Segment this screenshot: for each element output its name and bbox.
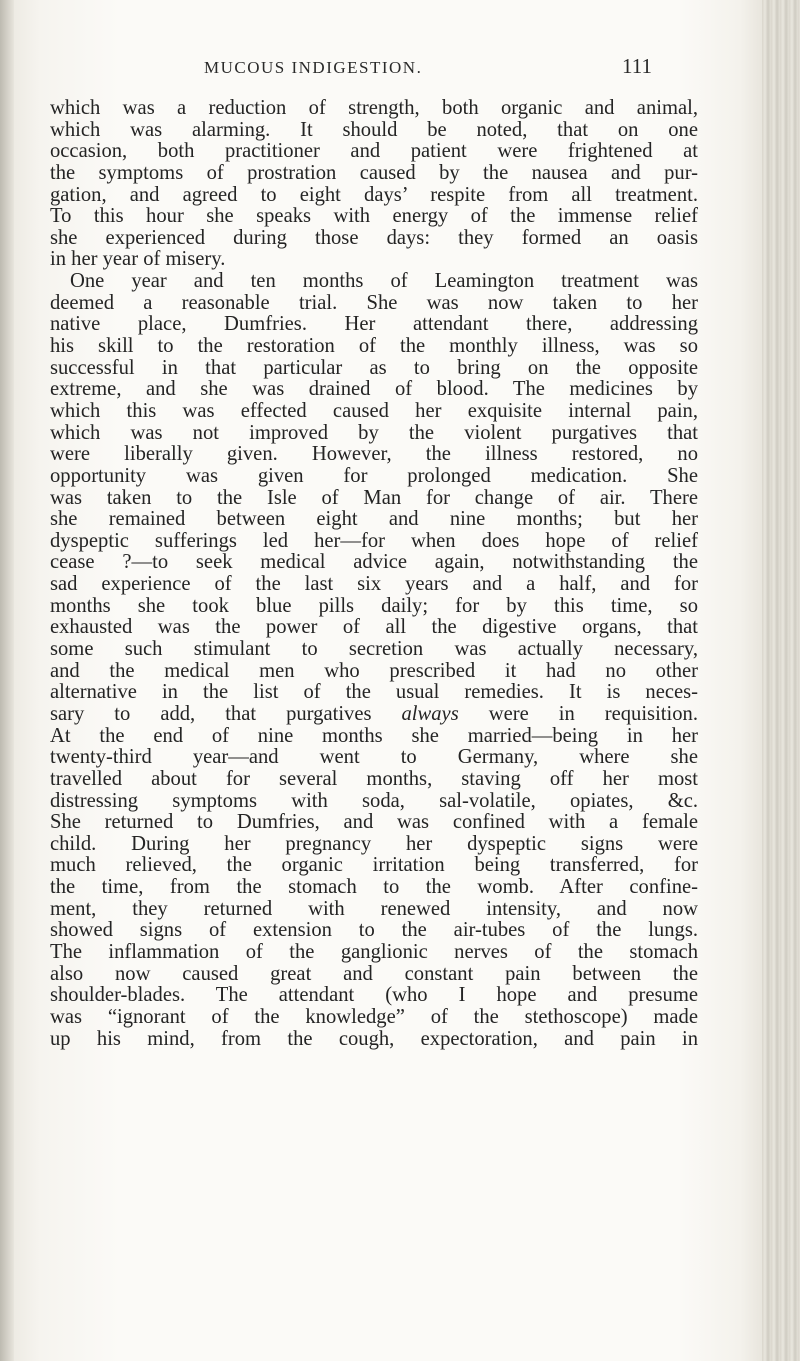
text-line: successful in that particular as to bring on the opposite [50, 356, 698, 379]
text-line [50, 704, 698, 726]
text-line: the symptoms of prostration caused by the nausea and pur- [50, 161, 698, 184]
text-line: and the medical men who prescribed it had no other [50, 659, 698, 682]
text-line: extreme, and she was drained of blood. The medicines by [50, 378, 698, 401]
page-edge-right [762, 0, 800, 1361]
text-line: much relieved, the organic irritation being transferred, for [50, 854, 698, 877]
text-line: The inflammation of the ganglionic nerves of the stomach [50, 940, 698, 963]
text-line: ment, they returned with renewed intensity, and now [50, 897, 698, 920]
text-line: child. During her pregnancy her dyspeptic signs were [50, 832, 698, 855]
text-line: alternative in the list of the usual remedies. It is neces- [50, 681, 698, 704]
text-line: showed signs of extension to the air-tubes of the lungs. [50, 919, 698, 942]
running-head [40, 54, 680, 88]
body-text [50, 98, 698, 1050]
text-line: which was a reduction of strength, both organic and animal, [50, 97, 698, 119]
text-line: occasion, both practitioner and patient were frightened at [50, 140, 698, 163]
text-line: which was not improved by the violent purgatives that [50, 421, 698, 444]
text-line: opportunity was given for prolonged medication. She [50, 464, 698, 487]
text-line: months she took blue pills daily; for by this time, so [50, 594, 698, 617]
text-line: which was alarming. It should be noted, that on one [50, 118, 698, 141]
text-line: some such stimulant to secretion was actually necessary, [50, 638, 698, 661]
text-line: was taken to the Isle of Man for change of air. There [50, 486, 698, 509]
text-line: shoulder-blades. The attendant (who I hope and presume [50, 984, 698, 1007]
text-line: dyspeptic sufferings led her—for when does hope of relief [50, 529, 698, 552]
text-line: cease ?—to seek medical advice again, notwithstanding the [50, 551, 698, 574]
text-line: also now caused great and constant pain between the [50, 962, 698, 985]
text-segment: sary to add, that purgatives [50, 702, 372, 725]
text-line: the time, from the stomach to the womb. After confine- [50, 876, 698, 899]
text-line: travelled about for several months, staving off her most [50, 767, 698, 790]
text-line: exhausted was the power of all the digestive organs, that [50, 616, 698, 639]
text-line: sad experience of the last six years and a half, and for [50, 573, 698, 596]
text-line: she experienced during those days: they formed an oasis [50, 226, 698, 249]
text-line: deemed a reasonable trial. She was now taken to her [50, 291, 698, 314]
text-line: was “ignorant of the knowledge” of the stethoscope) made [50, 1005, 698, 1028]
text-line: gation, and agreed to eight days’ respite from all treatment. [50, 183, 698, 206]
text-line: which this was effected caused her exquisite internal pain, [50, 399, 698, 422]
emphasis: always [401, 702, 459, 725]
text-line: in her year of misery. [50, 248, 226, 271]
text-line: she remained between eight and nine months; but her [50, 508, 698, 531]
page-gutter-left [0, 0, 14, 1361]
text-line: twenty-third year—and went to Germany, where she [50, 746, 698, 769]
text-line: his skill to the restoration of the monthly illness, was so [50, 335, 698, 358]
text-line: She returned to Dumfries, and was confined with a female [50, 811, 698, 834]
text-line: At the end of nine months she married—being in her [50, 724, 698, 747]
text-line: To this hour she speaks with energy of the immense relief [50, 205, 698, 228]
running-title: MUCOUS INDIGESTION. [204, 58, 423, 77]
text-line: distressing symptoms with soda, sal-volatile, opiates, &c. [50, 789, 698, 812]
text-line: One year and ten months of Leamington treatment was [70, 270, 698, 293]
text-line: were liberally given. However, the illness restored, no [50, 443, 698, 466]
text-segment: were in requisition. [458, 702, 698, 725]
page-number: 111 [622, 54, 652, 78]
text-line: up his mind, from the cough, expectoration, and pain in [50, 1027, 698, 1050]
text-line: native place, Dumfries. Her attendant there, addressing [50, 313, 698, 336]
